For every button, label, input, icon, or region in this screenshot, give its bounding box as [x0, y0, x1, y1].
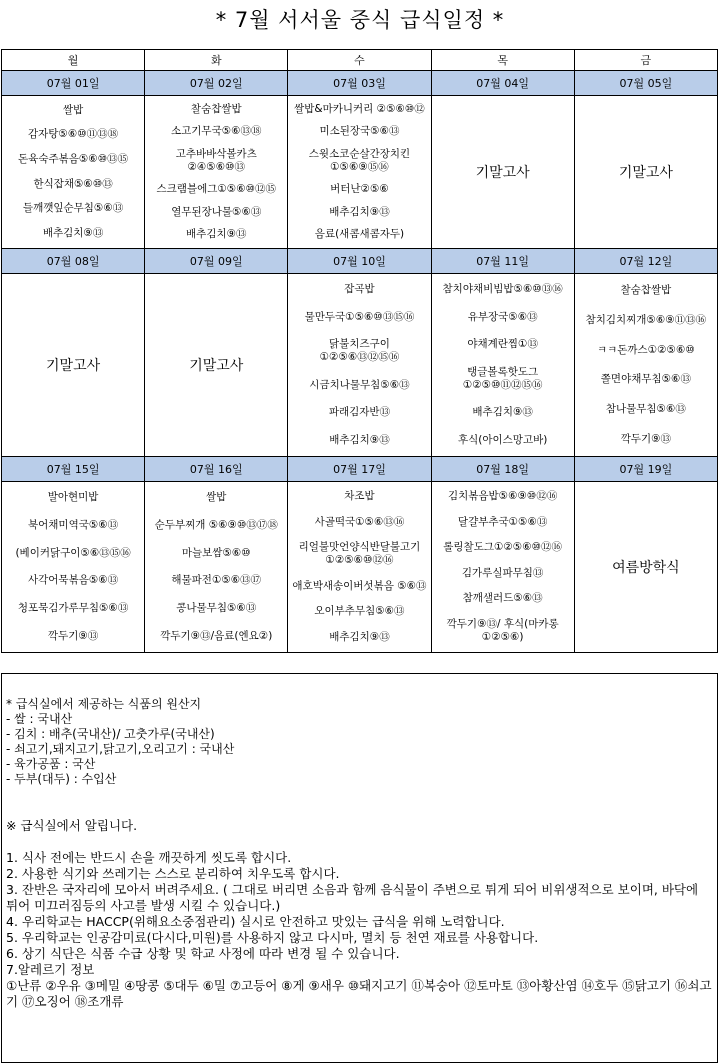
date-cell: 07월 11일: [431, 249, 574, 274]
menu-cell: [288, 274, 431, 457]
menu-cell: [288, 96, 431, 249]
menu-item: 탱글볼록핫도그 ①②⑤⑩⑪⑫⑮⑯: [462, 365, 543, 391]
menu-list: [145, 96, 287, 248]
menu-item: 배추김치⑨⑬: [329, 205, 390, 218]
date-header-row: [2, 457, 718, 482]
origin-line: - 김치 : 배추(국내산)/ 고춧가루(국내산): [6, 727, 215, 741]
menu-cell: [431, 274, 574, 457]
menu-item: 쌀밥: [62, 103, 84, 116]
weekday-header: 수: [288, 50, 431, 71]
menu-row: [2, 274, 718, 457]
menu-item: ㅋㅋ돈까스①②⑤⑥⑩: [596, 343, 695, 356]
date-cell: 07월 17일: [288, 457, 431, 482]
menu-item: 찰숨찹쌀밥: [620, 284, 672, 297]
menu-item: 시금치나물무침⑤⑥⑬: [309, 378, 410, 391]
page-title: * 7월 서서울 중식 급식일정 *: [215, 8, 505, 32]
special-day-label: 기말고사: [475, 165, 530, 181]
menu-list: [432, 482, 574, 652]
menu-item: 감자탕⑤⑥⑩⑪⑬⑱: [28, 128, 119, 141]
menu-item: 깍두기⑨⑬: [47, 629, 99, 642]
notice-line: 6. 상기 식단은 식품 수급 상황 및 학교 사정에 따라 변경 될 수 있습니다.: [6, 946, 400, 961]
menu-item: 발아현미밥: [47, 491, 99, 504]
menu-item: 청포묵김가루무침⑤⑥⑬: [17, 601, 129, 614]
menu-cell: [574, 482, 717, 653]
origin-heading: * 급식실에서 제공하는 식품의 원산지: [6, 697, 202, 711]
menu-item: 북어채미역국⑤⑥⑬: [28, 518, 119, 531]
notice-line: 3. 잔반은 국자리에 모아서 버려주세요. ( 그대로 버리면 소음과 함께 음식물이 주변으로 튀게 되어 비위생적으로 보이며, 바닥에 튀어 미끄러짐등의 사고를 발생 시킬 수 있습니다.): [6, 882, 699, 913]
menu-cell: [574, 96, 717, 249]
menu-item: 찰숨찹쌀밥: [190, 102, 242, 115]
origin-line: - 두부(대두) : 수입산: [6, 772, 117, 786]
notice-line: 7.알레르기 정보: [6, 962, 95, 977]
menu-item: 오이부추무침⑤⑥⑬: [314, 605, 405, 618]
menu-cell: [431, 482, 574, 653]
menu-list: [288, 482, 430, 652]
date-cell: 07월 16일: [145, 457, 288, 482]
menu-item: 달걀부추국①⑤⑥⑬: [457, 515, 548, 528]
menu-row: [2, 482, 718, 653]
date-cell: 07월 02일: [145, 71, 288, 96]
menu-item: 배추김치⑨⑬: [186, 228, 247, 241]
allergy-list: ①난류 ②우유 ③메밀 ④땅콩 ⑤대두 ⑥밀 ⑦고등어 ⑧게 ⑨새우 ⑩돼지고기 ⑪복숭아 ⑫토마토 ⑬아황산염 ⑭호두 ⑮닭고기 ⑯쇠고기 ⑰오징어 ⑱조개류: [6, 978, 712, 1009]
menu-item: 고추바바삭볼카츠 ②④⑤⑥⑩⑬: [175, 147, 257, 173]
menu-item: 참치야채비빔밥⑤⑥⑩⑬⑯: [442, 283, 563, 296]
menu-list: [2, 482, 144, 652]
menu-item: 롤링찰도그①②⑤⑥⑩⑫⑯: [443, 541, 563, 554]
notice-line: 1. 식사 전에는 반드시 손을 깨끗하게 씻도록 합시다.: [6, 850, 292, 865]
date-cell: 07월 03일: [288, 71, 431, 96]
menu-item: 쌀밥&마카니커리 ②⑤⑥⑩⑫: [294, 102, 425, 115]
special-day-label: 기말고사: [618, 165, 673, 181]
menu-item: 순두부찌개 ⑤⑥⑨⑩⑬⑰⑱: [154, 518, 278, 531]
menu-item: 파래김자반⑬: [328, 406, 391, 419]
menu-item: 사각어묵볶음⑤⑥⑬: [28, 574, 119, 587]
menu-cell: [288, 482, 431, 653]
menu-item: 쌀밥: [206, 491, 227, 504]
menu-item: 소고기무국⑤⑥⑬⑱: [171, 125, 262, 138]
special-day-label: 기말고사: [189, 358, 244, 374]
menu-list: [288, 96, 430, 248]
origin-line: - 쌀 : 국내산: [6, 712, 73, 726]
menu-item: 차조밥: [344, 490, 375, 503]
origin-line: - 육가공품 : 국산: [6, 757, 96, 771]
menu-item: 해물파전①⑤⑥⑬⑰: [171, 574, 262, 587]
special-day-label: 기말고사: [46, 358, 101, 374]
menu-item: 야채계란찜①⑬: [467, 338, 538, 351]
menu-cell: [2, 482, 145, 653]
menu-cell: [2, 274, 145, 457]
weekday-header-row: [2, 50, 718, 71]
menu-cell: [145, 274, 288, 457]
menu-item: 배추김치⑨⑬: [472, 406, 533, 419]
menu-list: [2, 96, 144, 248]
menu-item: 들깨깻잎순무침⑤⑥⑬: [22, 202, 124, 215]
menu-cell: [145, 96, 288, 249]
notice-heading: ※ 급식실에서 알립니다.: [6, 818, 138, 833]
weekday-header: 금: [574, 50, 717, 71]
menu-item: 김가루실파무침⑬: [461, 566, 544, 579]
date-header-row: [2, 249, 718, 274]
menu-row: [2, 96, 718, 249]
menu-item: 김치볶음밥⑤⑥⑨⑩⑫⑯: [447, 490, 558, 503]
menu-item: 음료(새콤새콤자두): [314, 228, 405, 241]
date-cell: 07월 05일: [574, 71, 717, 96]
date-cell: 07월 04일: [431, 71, 574, 96]
menu-item: 배추김치⑨⑬: [42, 227, 104, 240]
menu-item: 잡곡밥: [344, 283, 375, 296]
notes-section: [1, 673, 718, 1063]
menu-item: 돈육숙주볶음⑤⑥⑩⑬⑮: [18, 153, 129, 166]
menu-item: 사골떡국①⑤⑥⑬⑯: [314, 515, 405, 528]
menu-item: 한식잡채⑤⑥⑩⑬: [33, 177, 113, 190]
menu-item: 깍두기⑨⑬/음료(엔요②): [160, 629, 273, 642]
menu-item: 쫄면야채무침⑤⑥⑬: [600, 373, 691, 386]
menu-item: 콩나물무침⑤⑥⑬: [176, 601, 257, 614]
menu-item: 열무된장나물⑤⑥⑬: [171, 205, 262, 218]
date-cell: 07월 09일: [145, 249, 288, 274]
weekday-header: 목: [431, 50, 574, 71]
menu-item: 배추김치⑨⑬: [329, 630, 390, 643]
menu-list: [575, 274, 717, 456]
origin-info: [6, 697, 234, 787]
menu-cell: [574, 274, 717, 457]
date-cell: 07월 01일: [2, 71, 145, 96]
weekday-header: 월: [2, 50, 145, 71]
date-cell: 07월 08일: [2, 249, 145, 274]
menu-item: 마늘보쌈⑤⑥⑩: [181, 546, 251, 559]
menu-item: 스윗소코순살간장치킨 ①⑤⑥⑨⑮⑯: [308, 147, 411, 173]
menu-item: 닭불치즈구이 ①②⑤⑥⑬⑫⑮⑯: [319, 338, 400, 364]
date-header-row: [2, 71, 718, 96]
menu-item: 깍두기⑨⑬: [620, 432, 672, 445]
menu-list: [145, 482, 287, 652]
menu-cell: [145, 482, 288, 653]
menu-item: 참나물무침⑤⑥⑬: [605, 402, 686, 415]
menu-list: [288, 274, 430, 456]
notice-line: 4. 우리학교는 HACCP(위해요소중점관리) 실시로 안전하고 맛있는 급식을 위해 노력합니다.: [6, 914, 505, 929]
menu-cell: [431, 96, 574, 249]
notice-line: 2. 사용한 식기와 쓰레기는 스스로 분리하여 치우도록 합시다.: [6, 866, 340, 881]
meal-schedule-table: [1, 49, 718, 653]
cafeteria-notice: [6, 818, 714, 1010]
menu-item: (베이커닭구이⑤⑥⑬⑮⑯: [15, 546, 131, 559]
menu-item: 후식(아이스망고바): [457, 433, 548, 446]
menu-cell: [2, 96, 145, 249]
special-day-label: 여름방학식: [612, 560, 680, 576]
origin-line: - 쇠고기,돼지고기,닭고기,오리고기 : 국내산: [6, 742, 235, 756]
weekday-header: 화: [145, 50, 288, 71]
menu-list: [432, 274, 574, 456]
menu-item: 깍두기⑨⑬/ 후식(마카롱①②⑤⑥): [446, 617, 559, 643]
notice-line: 5. 우리학교는 인공감미료(다시다,미원)를 사용하지 않고 다시마, 멸치 등 천연 재료를 사용합니다.: [6, 930, 539, 945]
date-cell: 07월 10일: [288, 249, 431, 274]
menu-item: 물만두국①⑤⑥⑩⑬⑮⑯: [304, 310, 415, 323]
menu-item: 애호박새송이버섯볶음 ⑤⑥⑬: [292, 579, 427, 592]
menu-item: 미소된장국⑤⑥⑬: [319, 125, 400, 138]
menu-item: 리얼불맛언양식반달불고기 ①②⑤⑥⑩⑫⑯: [298, 541, 421, 567]
date-cell: 07월 15일: [2, 457, 145, 482]
menu-item: 배추김치⑨⑬: [329, 433, 390, 446]
menu-item: 유부장국⑤⑥⑬: [467, 310, 538, 323]
date-cell: 07월 18일: [431, 457, 574, 482]
date-cell: 07월 19일: [574, 457, 717, 482]
menu-item: 참깨샐러드⑤⑥⑬: [462, 592, 543, 605]
date-cell: 07월 12일: [574, 249, 717, 274]
menu-item: 참치김치찌개⑤⑥⑨⑪⑬⑯: [585, 313, 707, 326]
menu-item: 버터난②⑤⑥: [330, 183, 389, 196]
menu-item: 스크램블에그①⑤⑥⑩⑫⑮: [156, 183, 277, 196]
